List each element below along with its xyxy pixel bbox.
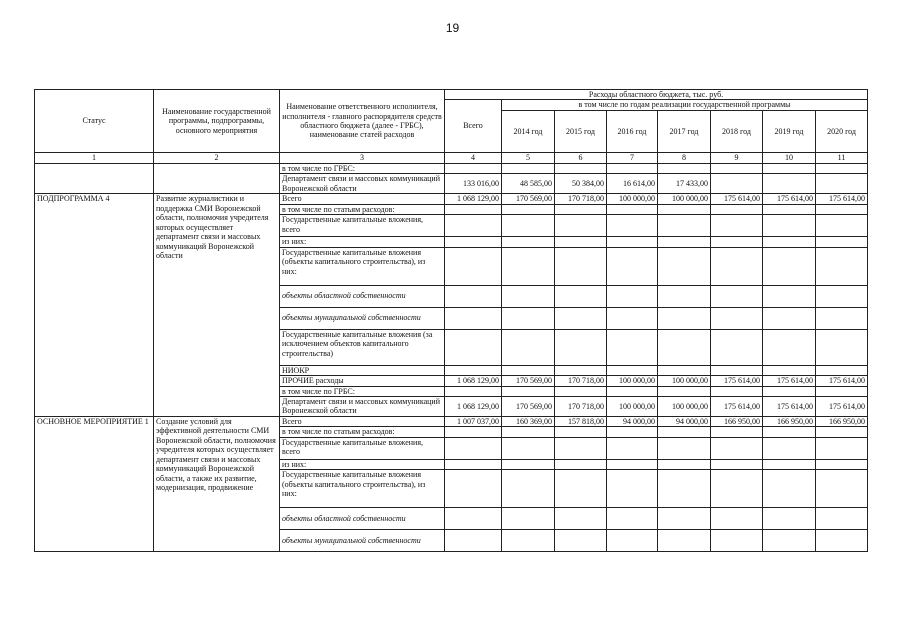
total-value: 1 068 129,00 [445,376,502,386]
total-value: 1 007 037,00 [445,416,502,426]
year-value: 48 585,00 [502,174,555,194]
table-row [35,194,868,204]
header-year: 2014 год [502,110,555,152]
year-value: 175 614,00 [711,194,763,204]
header-executor: Наименование ответственного исполнителя, исполнителя - главного распорядителя средств областного бюджета (далее - ГРБС), наименование статей расходов [280,90,445,153]
year-value [816,329,868,365]
header-year: 2016 год [607,110,658,152]
total-value [445,530,502,552]
year-value: 170 718,00 [555,194,607,204]
year-value [555,470,607,508]
total-value [445,285,502,307]
expense-label: из них: [280,459,445,469]
column-number: 5 [502,152,555,163]
year-value [555,437,607,459]
year-value [658,163,711,173]
year-value [763,174,816,194]
total-value: 1 068 129,00 [445,396,502,416]
year-value: 170 718,00 [555,396,607,416]
year-value [555,459,607,469]
year-value [711,285,763,307]
year-value: 166 950,00 [816,416,868,426]
year-value [502,508,555,530]
column-numbers-row [35,152,868,163]
year-value [816,163,868,173]
header-year: 2017 год [658,110,711,152]
year-value [502,307,555,329]
header-status: Статус [35,90,154,153]
year-value [607,285,658,307]
year-value [607,163,658,173]
year-value: 170 718,00 [555,376,607,386]
year-value [763,307,816,329]
expense-label: объекты областной собственности [280,285,445,307]
year-value [658,508,711,530]
year-value [607,215,658,237]
year-value [658,307,711,329]
year-value [607,247,658,285]
total-value: 133 016,00 [445,174,502,194]
year-value [502,530,555,552]
year-value [555,365,607,375]
year-value [502,365,555,375]
year-value [816,530,868,552]
year-value [658,215,711,237]
expense-label: ПРОЧИЕ расходы [280,376,445,386]
year-value [763,163,816,173]
total-value [445,215,502,237]
year-value [763,365,816,375]
year-value [711,386,763,396]
table-row [35,416,868,426]
year-value [502,386,555,396]
year-value [763,215,816,237]
expense-label: Всего [280,416,445,426]
header-program-name: Наименование государственной программы, подпрограммы, основного мероприятия [154,90,280,153]
year-value [502,470,555,508]
year-value [658,329,711,365]
header-year: 2020 год [816,110,868,152]
year-value [502,427,555,437]
header-expenses-title: Расходы областного бюджета, тыс. руб. [445,90,868,100]
column-number: 7 [607,152,658,163]
year-value [711,204,763,214]
year-value: 100 000,00 [607,194,658,204]
total-value [445,459,502,469]
year-value [711,427,763,437]
year-value [763,437,816,459]
year-value [711,365,763,375]
total-value [445,365,502,375]
year-value [607,508,658,530]
total-value [445,386,502,396]
total-value [445,307,502,329]
column-number: 9 [711,152,763,163]
year-value [763,459,816,469]
expense-label: объекты муниципальной собственности [280,307,445,329]
year-value [763,427,816,437]
year-value [711,174,763,194]
year-value [658,437,711,459]
year-value: 157 818,00 [555,416,607,426]
total-value [445,237,502,247]
year-value [658,247,711,285]
budget-table [34,89,868,552]
year-value: 166 950,00 [711,416,763,426]
year-value [816,215,868,237]
total-value: 1 068 129,00 [445,194,502,204]
column-number: 6 [555,152,607,163]
year-value [555,163,607,173]
main-event-block [35,416,868,551]
year-value: 175 614,00 [763,396,816,416]
total-value [445,204,502,214]
year-value [502,459,555,469]
expense-label: Департамент связи и массовых коммуникаций Воронежской области [280,174,445,194]
year-value [816,174,868,194]
year-value [711,530,763,552]
year-value: 175 614,00 [711,376,763,386]
year-value [816,470,868,508]
expense-label: Всего [280,194,445,204]
year-value [607,204,658,214]
year-value [711,307,763,329]
year-value [816,307,868,329]
year-value [816,437,868,459]
year-value [816,285,868,307]
header-total: Всего [445,100,502,152]
year-value [607,365,658,375]
year-value [658,470,711,508]
table-header [35,90,868,164]
table-row [35,163,868,173]
year-value [607,307,658,329]
year-value [555,427,607,437]
year-value [763,386,816,396]
expense-label: Государственные капитальные вложения (объекты капитального строительства), из них: [280,470,445,508]
header-year: 2018 год [711,110,763,152]
year-value: 175 614,00 [711,396,763,416]
year-value: 170 569,00 [502,376,555,386]
column-number: 8 [658,152,711,163]
year-value [763,237,816,247]
year-value [816,386,868,396]
year-value: 16 614,00 [607,174,658,194]
expense-label: объекты муниципальной собственности [280,530,445,552]
year-value [555,508,607,530]
total-value [445,437,502,459]
year-value [816,237,868,247]
year-value: 175 614,00 [763,376,816,386]
year-value: 100 000,00 [658,376,711,386]
top-block [35,163,868,193]
year-value: 100 000,00 [658,396,711,416]
year-value: 94 000,00 [658,416,711,426]
year-value [555,285,607,307]
year-value [763,329,816,365]
year-value [763,508,816,530]
year-value [711,163,763,173]
year-value [555,247,607,285]
year-value: 175 614,00 [816,194,868,204]
year-value [502,329,555,365]
year-value: 170 569,00 [502,396,555,416]
year-value [555,204,607,214]
year-value: 17 433,00 [658,174,711,194]
year-value [658,530,711,552]
expense-label: Государственные капитальные вложения, всего [280,437,445,459]
year-value: 175 614,00 [816,396,868,416]
column-number: 11 [816,152,868,163]
total-value [445,508,502,530]
expense-label: НИОКР [280,365,445,375]
column-number: 1 [35,152,154,163]
year-value: 175 614,00 [816,376,868,386]
year-value [711,437,763,459]
total-value [445,163,502,173]
program-name-cell: Создание условий для эффективной деятельности СМИ Воронежской области, полномочия учредителя которых осуществляет департамент связи и массовых коммуникаций Воронежской области, а также их развитие, модернизация, продвижение [154,416,280,551]
year-value [607,329,658,365]
year-value: 160 369,00 [502,416,555,426]
expense-label: Государственные капитальные вложения (за исключением объектов капитального строительства) [280,329,445,365]
year-value: 100 000,00 [607,376,658,386]
year-value [502,163,555,173]
column-number: 3 [280,152,445,163]
year-value: 170 569,00 [502,194,555,204]
total-value [445,329,502,365]
subprogram-block [35,194,868,417]
year-value [502,285,555,307]
status-cell: ОСНОВНОЕ МЕРОПРИЯТИЕ 1 [35,416,154,551]
year-value [816,204,868,214]
page-number: 19 [445,21,460,35]
expense-label: Государственные капитальные вложения (объекты капитального строительства), из них: [280,247,445,285]
year-value [816,459,868,469]
year-value [607,530,658,552]
year-value: 166 950,00 [763,416,816,426]
year-value [607,427,658,437]
year-value [555,237,607,247]
year-value [555,307,607,329]
year-value [502,247,555,285]
status-cell: ПОДПРОГРАММА 4 [35,194,154,417]
expense-label: Государственные капитальные вложения, всего [280,215,445,237]
year-value [763,470,816,508]
year-value [502,204,555,214]
year-value: 100 000,00 [658,194,711,204]
year-value: 94 000,00 [607,416,658,426]
year-value [763,247,816,285]
year-value [711,508,763,530]
year-value [763,204,816,214]
year-value [711,459,763,469]
year-value [658,365,711,375]
program-name-cell [154,163,280,193]
year-value [502,237,555,247]
year-value [658,427,711,437]
header-year: 2015 год [555,110,607,152]
year-value [763,530,816,552]
year-value: 50 384,00 [555,174,607,194]
total-value [445,247,502,285]
program-name-cell: Развитие журналистики и поддержка СМИ Воронежской области, полномочия учредителя которых осуществляет департамент связи и массовых коммуникаций Воронежской области [154,194,280,417]
expense-label: в том числе по ГРБС: [280,386,445,396]
expense-label: Департамент связи и массовых коммуникаций Воронежской области [280,396,445,416]
year-value [816,365,868,375]
year-value [658,237,711,247]
year-value [607,437,658,459]
year-value [502,437,555,459]
year-value [555,329,607,365]
year-value [555,530,607,552]
year-value [711,247,763,285]
expense-label: в том числе по ГРБС: [280,163,445,173]
status-cell [35,163,154,193]
year-value [763,285,816,307]
year-value [658,459,711,469]
year-value [555,386,607,396]
year-value [607,386,658,396]
year-value: 175 614,00 [763,194,816,204]
header-by-years: в том числе по годам реализации государственной программы [502,100,868,110]
year-value [816,508,868,530]
year-value [607,470,658,508]
year-value [711,329,763,365]
column-number: 10 [763,152,816,163]
expense-label: в том числе по статьям расходов: [280,427,445,437]
expense-label: в том числе по статьям расходов: [280,204,445,214]
year-value [711,215,763,237]
year-value [711,470,763,508]
column-number: 4 [445,152,502,163]
year-value [607,459,658,469]
expense-label: из них: [280,237,445,247]
year-value [816,247,868,285]
year-value [555,215,607,237]
year-value [711,237,763,247]
total-value [445,427,502,437]
expense-label: объекты областной собственности [280,508,445,530]
year-value: 100 000,00 [607,396,658,416]
year-value [658,386,711,396]
year-value [658,285,711,307]
header-year: 2019 год [763,110,816,152]
total-value [445,470,502,508]
year-value [607,237,658,247]
year-value [658,204,711,214]
year-value [502,215,555,237]
year-value [816,427,868,437]
column-number: 2 [154,152,280,163]
